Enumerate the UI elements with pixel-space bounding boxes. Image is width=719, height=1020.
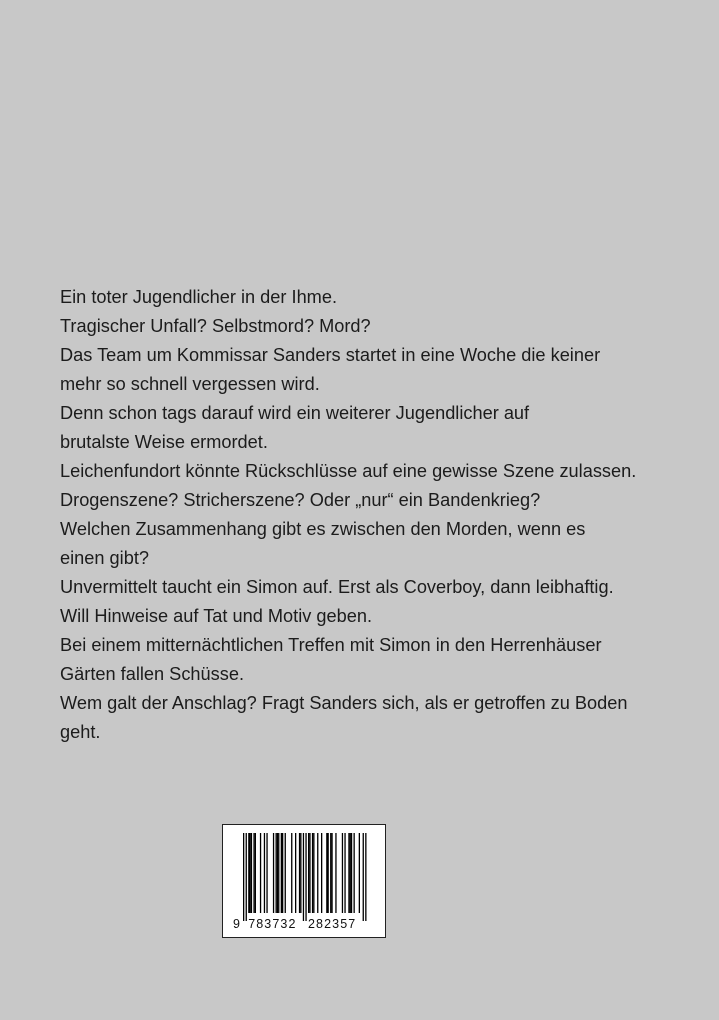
- blurb-line: Welchen Zusammenhang gibt es zwischen den Morden, wenn es: [60, 519, 586, 539]
- isbn-barcode: [222, 824, 386, 938]
- barcode-bar: [335, 833, 336, 913]
- barcode-bar: [350, 833, 351, 913]
- barcode-bar: [359, 833, 360, 913]
- barcode-bar: [305, 833, 306, 921]
- isbn-right-group: 282357: [308, 917, 357, 931]
- barcode-bar: [309, 833, 310, 913]
- barcode-bar: [351, 833, 352, 913]
- blurb-line: einen gibt?: [60, 548, 149, 568]
- back-cover-blurb: [60, 283, 700, 747]
- blurb-line: Gärten fallen Schüsse.: [60, 664, 244, 684]
- barcode-bar: [295, 833, 296, 913]
- blurb-line: mehr so schnell vergessen wird.: [60, 374, 320, 394]
- barcode-bar: [278, 833, 279, 913]
- barcode-bar: [273, 833, 274, 913]
- barcode-bar: [255, 833, 256, 913]
- barcode-bar: [281, 833, 282, 913]
- barcode-bar: [253, 833, 254, 913]
- barcode-bar: [248, 833, 249, 913]
- barcode-bar: [266, 833, 267, 913]
- isbn-left-group: 783732: [248, 917, 297, 931]
- blurb-line: brutalste Weise ermordet.: [60, 432, 268, 452]
- barcode-bar: [328, 833, 329, 913]
- barcode-bar: [250, 833, 251, 913]
- barcode-bar: [344, 833, 345, 913]
- barcode-bar: [300, 833, 301, 913]
- barcode-bar: [282, 833, 283, 913]
- barcode-bar: [243, 833, 244, 921]
- barcode-bar: [308, 833, 309, 913]
- blurb-line: Bei einem mitternächtlichen Treffen mit Simon in den Herrenhäuser: [60, 635, 602, 655]
- blurb-line: Wem galt der Anschlag? Fragt Sanders sich, als er getroffen zu Boden: [60, 693, 628, 713]
- barcode-bar: [246, 833, 247, 921]
- barcode-bar: [303, 833, 304, 921]
- barcode-bar: [331, 833, 332, 913]
- barcode-bar: [285, 833, 286, 913]
- blurb-line: Unvermittelt taucht ein Simon auf. Erst als Coverboy, dann leibhaftig.: [60, 577, 614, 597]
- blurb-line: Will Hinweise auf Tat und Motiv geben.: [60, 606, 373, 626]
- blurb-line: Denn schon tags darauf wird ein weiterer Jugendlicher auf: [60, 403, 530, 423]
- barcode-bar: [330, 833, 331, 913]
- blurb-line: Tragischer Unfall? Selbstmord? Mord?: [60, 316, 371, 336]
- barcode-bar: [363, 833, 364, 921]
- barcode-bar: [299, 833, 300, 913]
- barcode-bar: [313, 833, 314, 913]
- blurb-line: Leichenfundort könnte Rückschlüsse auf eine gewisse Szene zulassen.: [60, 461, 637, 481]
- barcode-bar: [354, 833, 355, 913]
- barcode-bar: [312, 833, 313, 913]
- barcode-bar: [260, 833, 261, 913]
- barcode-bars: [223, 825, 385, 937]
- barcode-bar: [291, 833, 292, 913]
- blurb-line: Drogenszene? Stricherszene? Oder „nur“ ein Bandenkrieg?: [60, 490, 541, 510]
- blurb-line: Das Team um Kommissar Sanders startet in eine Woche die keiner: [60, 345, 601, 365]
- barcode-bar: [348, 833, 349, 913]
- barcode-bar: [251, 833, 252, 913]
- blurb-line: geht.: [60, 722, 101, 742]
- barcode-bar: [276, 833, 277, 913]
- isbn-first-digit: 9: [233, 917, 240, 931]
- barcode-bar: [365, 833, 366, 921]
- barcode-bar: [326, 833, 327, 913]
- blurb-line: Ein toter Jugendlicher in der Ihme.: [60, 287, 338, 307]
- barcode-bar: [264, 833, 265, 913]
- barcode-bar: [342, 833, 343, 913]
- barcode-bar: [321, 833, 322, 913]
- barcode-bar: [317, 833, 318, 913]
- barcode-bar: [277, 833, 278, 913]
